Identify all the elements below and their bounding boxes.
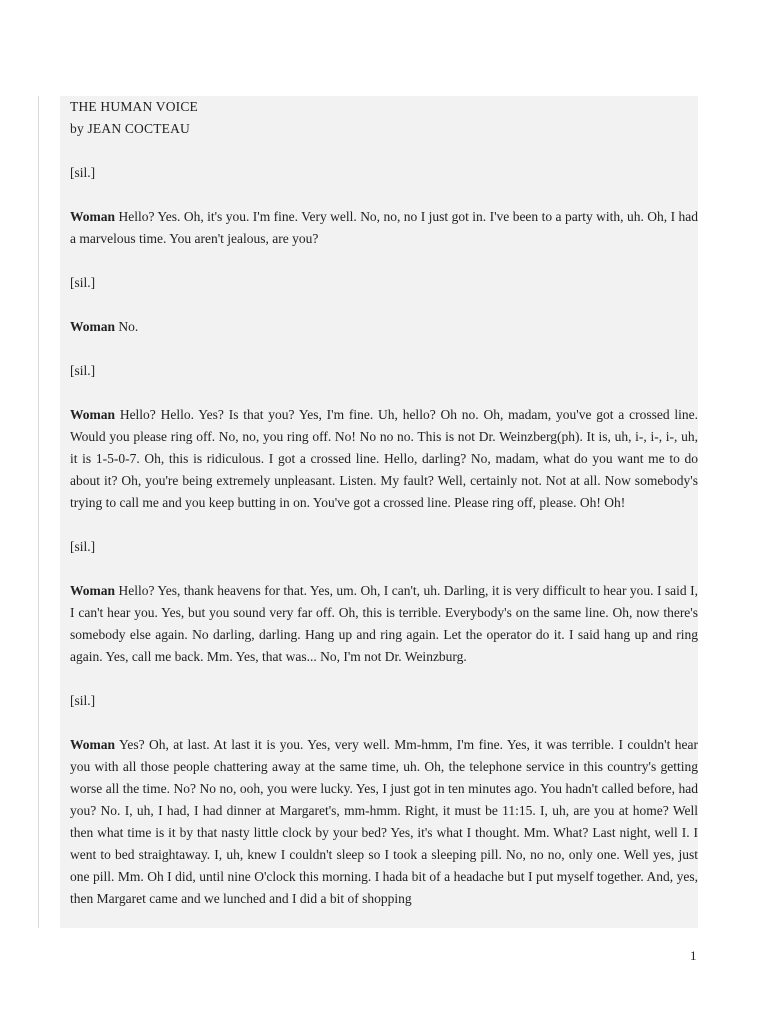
page-number: 1 [690,948,697,963]
document-text [60,96,698,910]
speaker-name: Woman [70,583,116,598]
speech-text: Hello? Hello. Yes? Is that you? Yes, I'm fine. Uh, hello? Oh no. Oh, madam, you've got a crossed line. Would you please ring off. No, no, you ring off. No! No no no. This is not Dr. Weinzberg(ph). It is, uh, i-, i-, i-, uh, it is 1-5-0-7. Oh, this is ridiculous. I got a crossed line. Hello, darling? No, madam, what do you want me to do about it? Oh, you're being extremely unpleasant. Listen. My fault? Well, certainly not. Not at all. Now somebody's trying to call me and you keep butting in on. You've got a crossed line. Please ring off, please. Oh! Oh! [70,407,698,510]
speech-text: Hello? Yes, thank heavens for that. Yes, um. Oh, I can't, uh. Darling, it is very difficult to hear you. I said I, I can't hear you. Yes, but you sound very far off. Oh, this is terrible. Everybody's on the same line. Oh, now there's somebody else again. No darling, darling. Hang up and ring again. Let the operator do it. I said hang up and ring again. Yes, call me back. Mm. Yes, that was... No, I'm not Dr. Weinzburg. [70,583,698,664]
stage-direction [70,690,698,712]
document-body [60,96,698,928]
author-line: by JEAN COCTEAU [70,121,190,136]
speaker-name: Woman [70,209,116,224]
stage-direction-text: [sil.] [70,363,96,378]
speaker-name: Woman [70,319,116,334]
speech-text: Yes? Oh, at last. At last it is you. Yes, very well. Mm-hmm, I'm fine. Yes, it was terrible. I couldn't hear you with all those people chattering away at the same time, uh. Oh, the telephone service in this country's getting worse all the time. No? No no, ooh, you were lucky. Yes, I just got in ten minutes ago. You hadn't called before, had you? No. I, uh, I had, I had dinner at Margaret's, mm-hmm. Right, it must be 11:15. I, uh, are you at home? Well then what time is it by that nasty little clock by your bed? Yes, it's what I thought. Mm. What? Last night, well I. I went to bed straightaway. I, uh, knew I couldn't sleep so I took a sleeping pill. No, no no, only one. Well yes, just one pill. Mm. Oh I did, until nine O'clock this morning. I hada bit of a headache but I put myself together. And, yes, then Margaret came and we lunched and I did a bit of shopping [70,737,698,906]
speaker-name: Woman [70,407,116,422]
page-margin-rule [38,96,39,928]
stage-direction [70,162,698,184]
speech-text: No. [115,319,139,334]
speech-text: Hello? Yes. Oh, it's you. I'm fine. Very well. No, no, no I just got in. I've been to a party with, uh. Oh, I had a marvelous time. You aren't jealous, are you? [70,209,698,246]
speech-block [70,404,698,514]
speaker-name: Woman [70,737,116,752]
title-block [70,96,698,140]
speech-block [70,316,698,338]
speech-block [70,206,698,250]
stage-direction-text: [sil.] [70,165,96,180]
document-title: THE HUMAN VOICE [70,99,198,114]
stage-direction [70,360,698,382]
stage-direction [70,272,698,294]
speech-block [70,580,698,668]
stage-direction [70,536,698,558]
speech-block [70,734,698,910]
stage-direction-text: [sil.] [70,275,96,290]
stage-direction-text: [sil.] [70,693,96,708]
stage-direction-text: [sil.] [70,539,96,554]
